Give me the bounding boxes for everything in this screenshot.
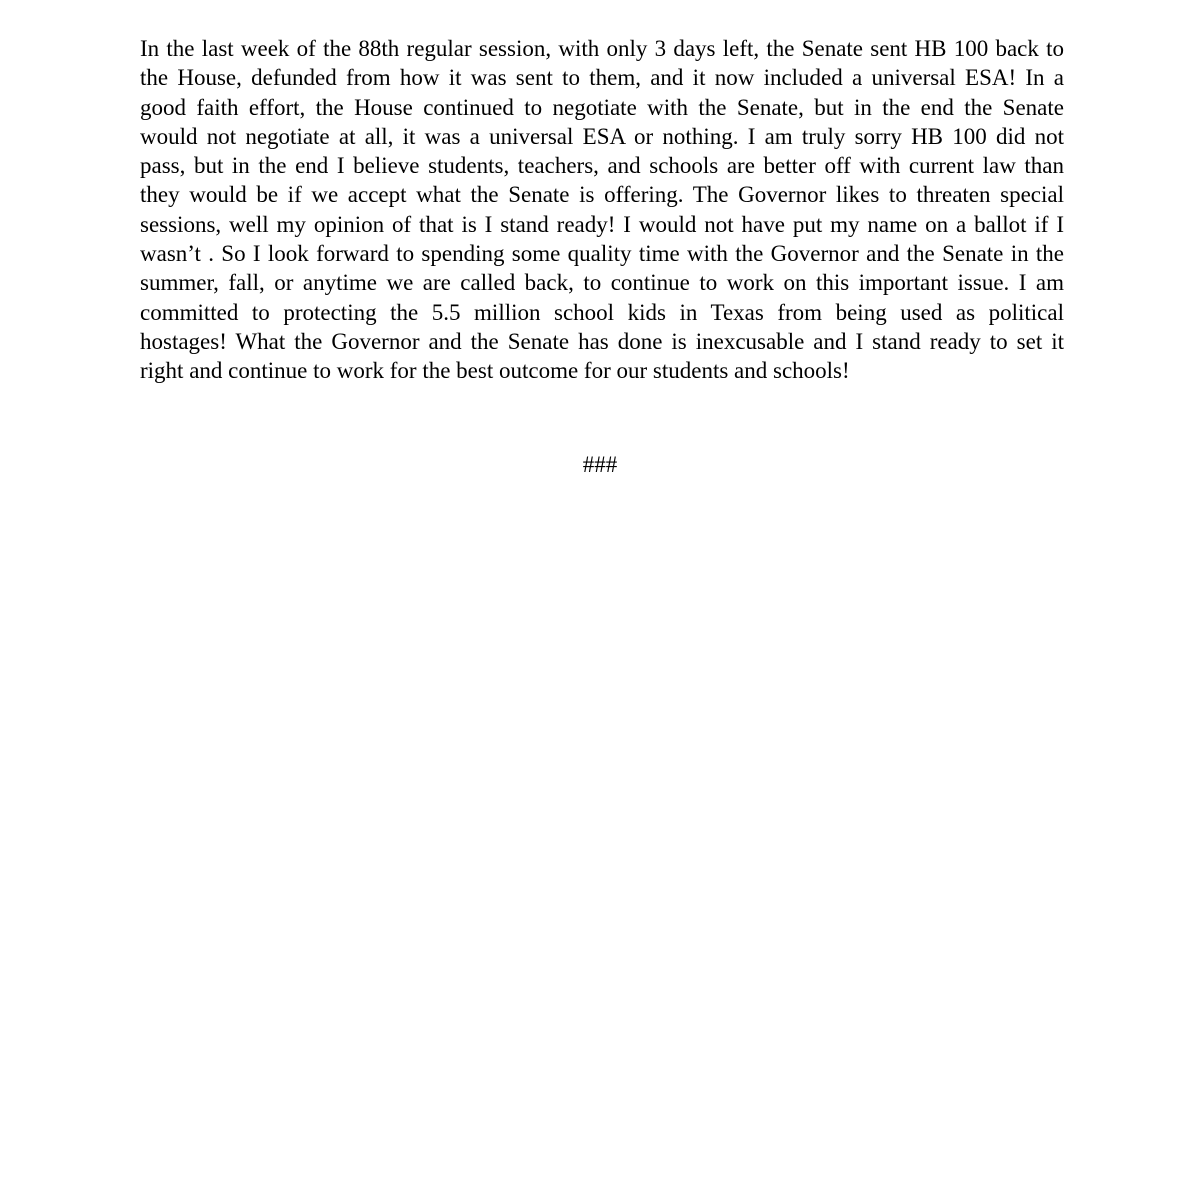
paragraph-line-4: would not negotiate at all, it was a universal ESA or nothing. I am truly sorry HB 100 did not <box>140 123 1064 149</box>
paragraph-line-11: hostages! What the Governor and the Senate has done is inexcusable and I stand ready to set it <box>140 328 1064 354</box>
paragraph-line-2: the House, defunded from how it was sent to them, and it now included a universal ESA! In a <box>140 65 1064 91</box>
paragraph-line-10: committed to protecting the 5.5 million school kids in Texas from being used as political <box>140 299 1064 325</box>
end-of-release-mark: ### <box>582 452 618 477</box>
paragraph-line-12: right and continue to work for the best outcome for our students and schools! <box>140 358 850 384</box>
paragraph-line-3: good faith effort, the House continued to negotiate with the Senate, but in the end the Senate <box>140 94 1064 120</box>
paragraph-line-8: wasn’t . So I look forward to spending some quality time with the Governor and the Senate in the <box>140 241 1064 267</box>
paragraph-line-7: sessions, well my opinion of that is I stand ready! I would not have put my name on a ballot if I <box>140 211 1064 237</box>
paragraph-line-6: they would be if we accept what the Senate is offering. The Governor likes to threaten special <box>140 182 1064 208</box>
paragraph-line-9: summer, fall, or anytime we are called back, to continue to work on this important issue. I am <box>140 270 1064 296</box>
paragraph-line-5: pass, but in the end I believe students, teachers, and schools are better off with current law than <box>140 153 1064 179</box>
statement-paragraph <box>140 34 1064 386</box>
paragraph-line-1: In the last week of the 88th regular session, with only 3 days left, the Senate sent HB 100 back to <box>140 36 1064 61</box>
